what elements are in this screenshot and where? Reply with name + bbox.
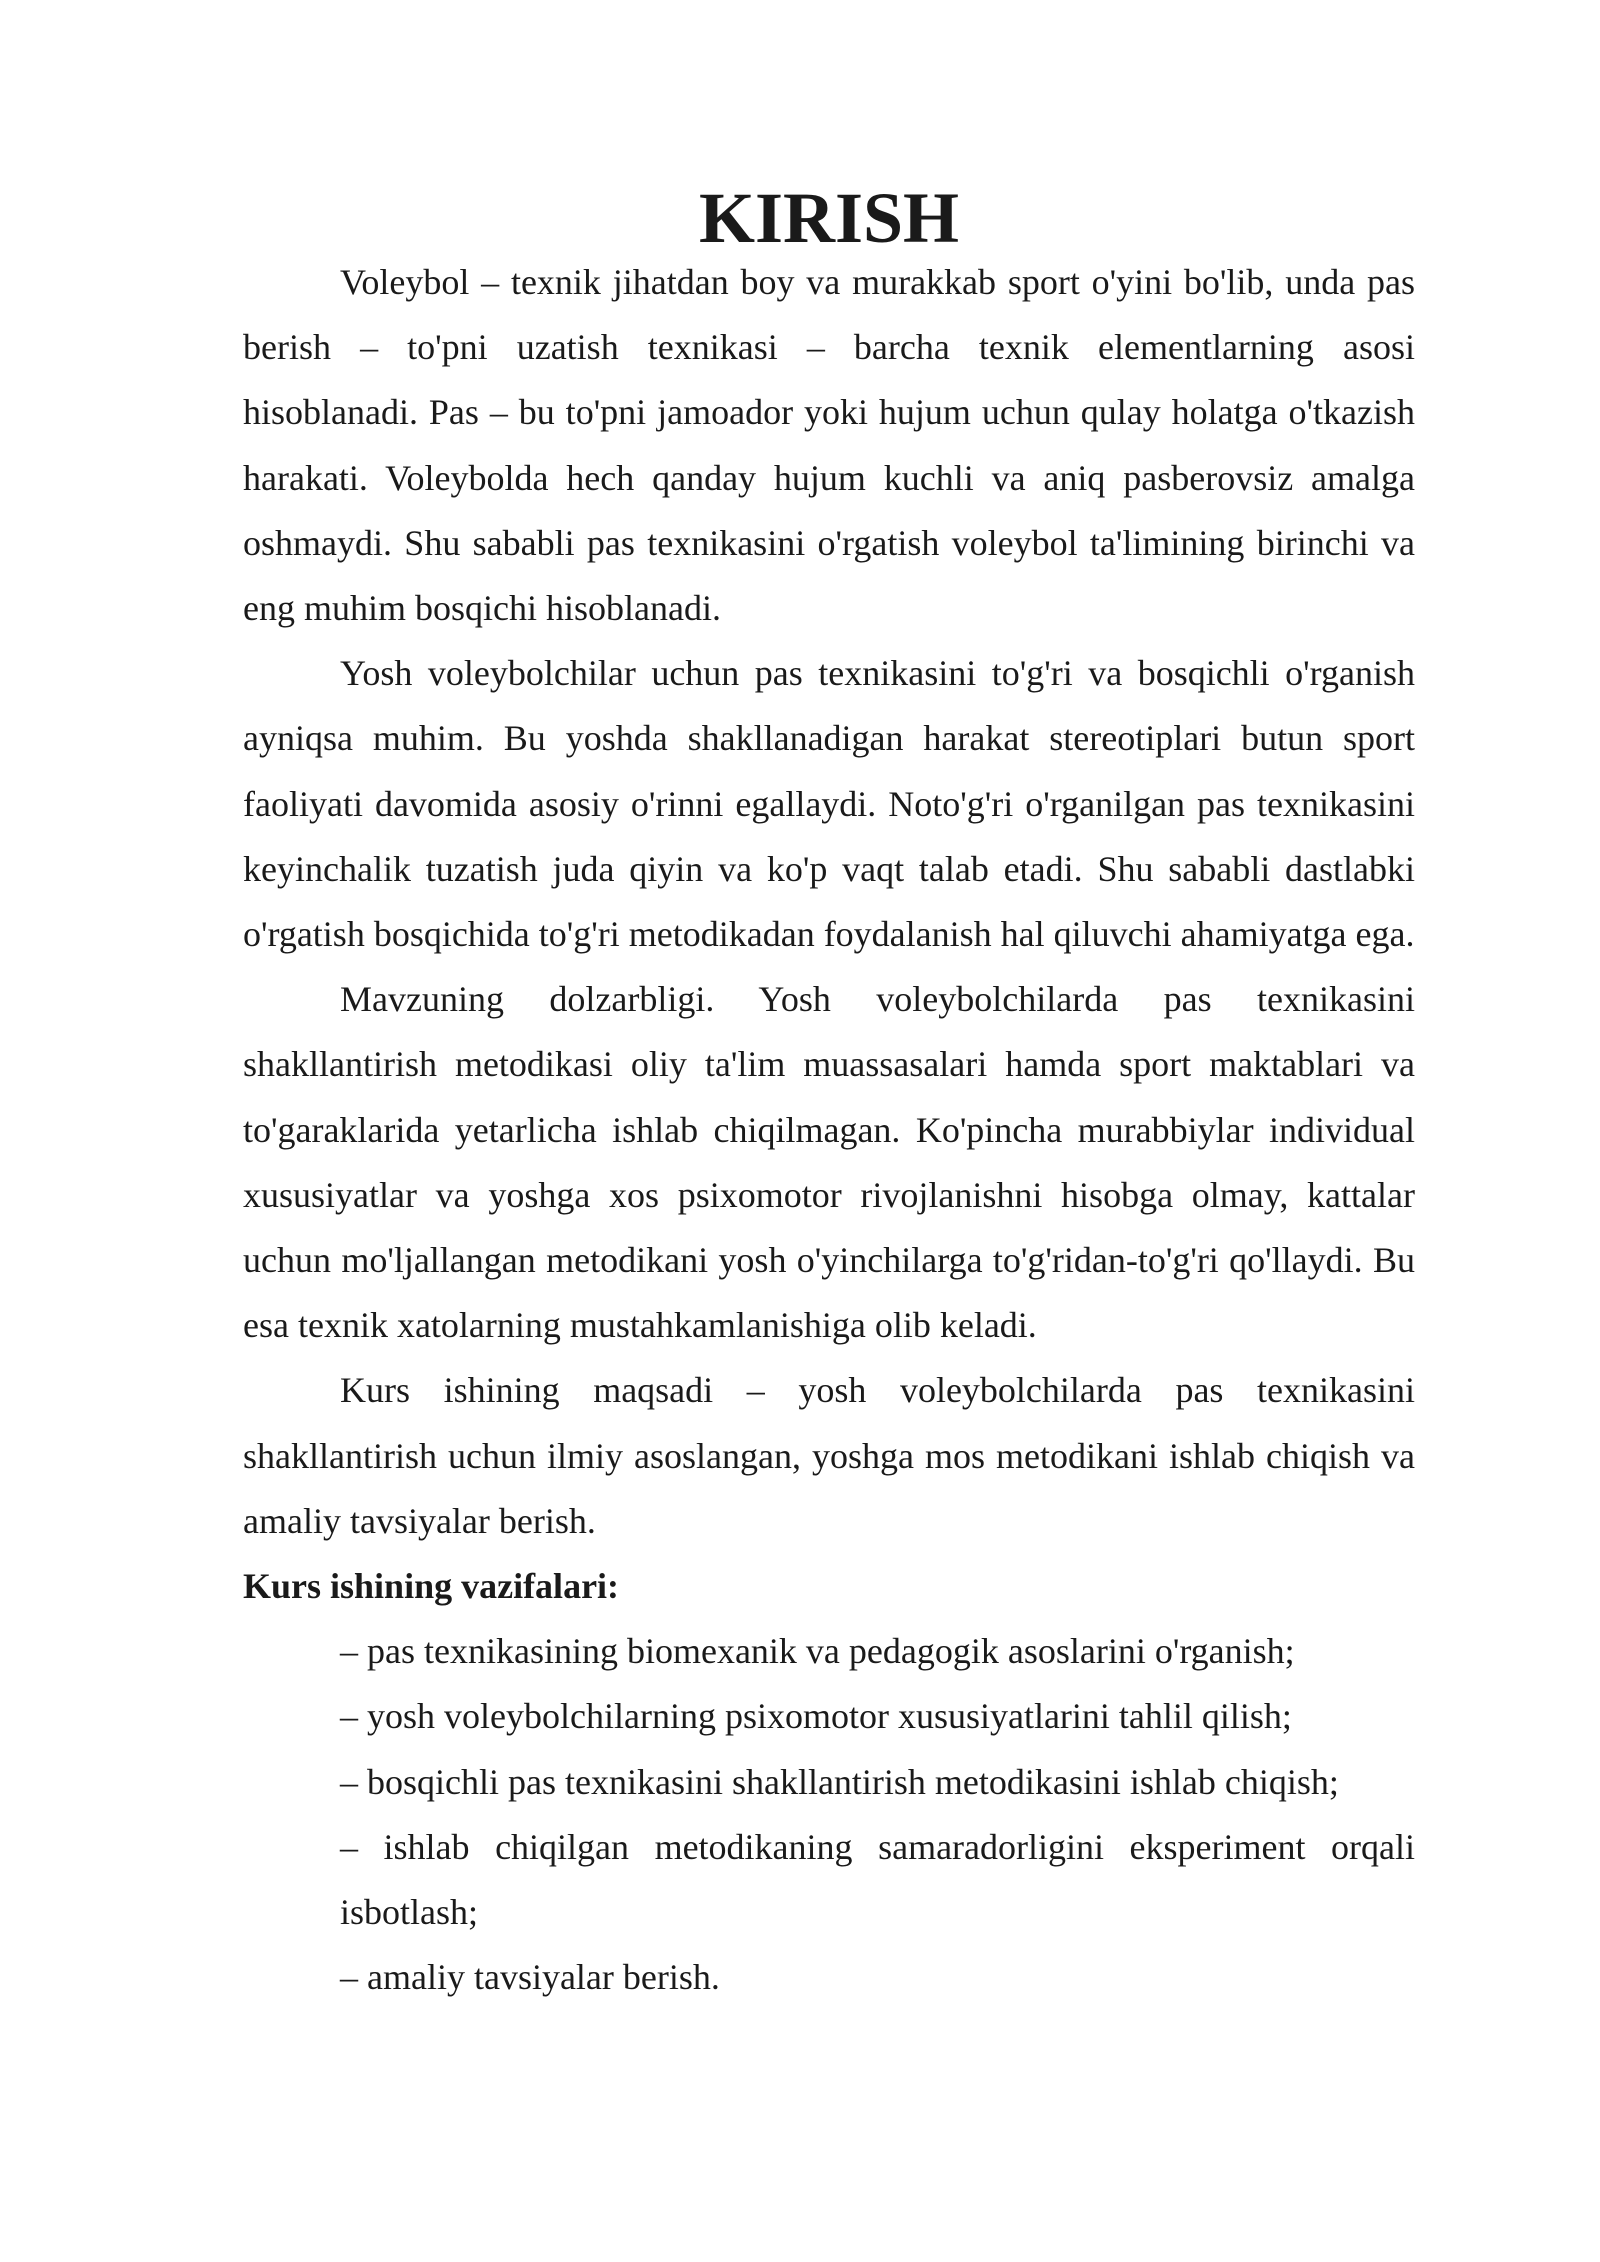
- paragraph-goal: Kurs ishining maqsadi – yosh voleybolchilarda pas texnikasini shakllantirish uchun ilmiy asoslangan, yoshga mos metodikani ishlab chiqish va amaliy tavsiyalar berish.: [243, 1370, 1415, 1541]
- task-item: – pas texnikasining biomexanik va pedagogik asoslarini o'rganish;: [340, 1631, 1295, 1672]
- task-item: – yosh voleybolchilarning psixomotor xususiyatlarini tahlil qilish;: [340, 1696, 1292, 1737]
- paragraph-relevance: Mavzuning dolzarbligi. Yosh voleybolchilarda pas texnikasini shakllantirish metodikasi oliy ta'lim muassasalari hamda sport maktablari va to'garaklarida yetarlicha ishlab chiqilmagan. Ko'pincha murabbiylar individual xususiyatlar va yoshga xos psixomotor rivojlanishni hisobga olmay, kattalar uchun mo'ljallangan metodikani yosh o'yinchilarga to'g'ridan-to'g'ri qo'llaydi. Bu esa texnik xatolarning mustahkamlanishiga olib keladi.: [243, 979, 1415, 1346]
- tasks-list: [243, 1619, 1415, 2010]
- document-page: [243, 178, 1415, 2010]
- task-item: – bosqichli pas texnikasini shakllantirish metodikasini ishlab chiqish;: [340, 1761, 1339, 1802]
- task-item: – amaliy tavsiyalar berish.: [340, 1957, 720, 1998]
- task-item: – ishlab chiqilgan metodikaning samaradorligini eksperiment orqali isbotlash;: [340, 1826, 1415, 1933]
- tasks-heading: Kurs ishining vazifalari:: [243, 1566, 620, 1607]
- page-title: KIRISH: [698, 178, 960, 258]
- paragraph-young-players: Yosh voleybolchilar uchun pas texnikasini to'g'ri va bosqichli o'rganish ayniqsa muhim. Bu yoshda shakllanadigan harakat stereotiplari butun sport faoliyati davomida asosiy o'rinni egallaydi. Noto'g'ri o'rganilgan pas texnikasini keyinchalik tuzatish juda qiyin va ko'p vaqt talab etadi. Shu sababli dastlabki o'rgatish bosqichida to'g'ri metodikadan foydalanish hal qiluvchi ahamiyatga ega.: [243, 653, 1415, 955]
- paragraph-intro: Voleybol – texnik jihatdan boy va murakkab sport o'yini bo'lib, unda pas berish – to'pni uzatish texnikasi – barcha texnik elementlarning asosi hisoblanadi. Pas – bu to'pni jamoador yoki hujum uchun qulay holatga o'tkazish harakati. Voleybolda hech qanday hujum kuchli va aniq pasberovsiz amalga oshmaydi. Shu sababli pas texnikasini o'rgatish voleybol ta'limining birinchi va eng muhim bosqichi hisoblanadi.: [243, 262, 1415, 629]
